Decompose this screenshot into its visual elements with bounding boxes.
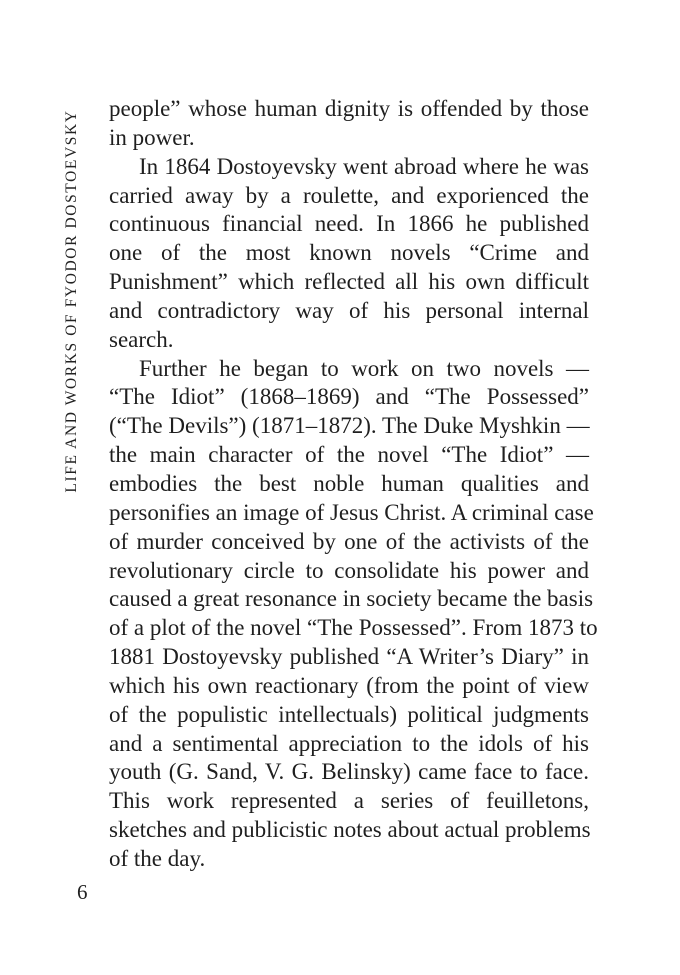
text-line: caused a great resonance in society became the basis xyxy=(109,586,594,612)
text-line: the main character of the novel “The Idiot” — xyxy=(109,442,589,468)
text-line: In 1864 Dostoyevsky went abroad where he was xyxy=(139,153,589,179)
text-line: of the day. xyxy=(109,845,206,871)
body-text xyxy=(109,95,598,874)
text-line: embodies the best noble human qualities and xyxy=(109,470,589,496)
text-line: youth (G. Sand, V. G. Belinsky) came face to face. xyxy=(109,759,589,785)
text-line: which his own reactionary (from the point of view xyxy=(109,672,589,698)
text-line: in power. xyxy=(109,124,195,150)
text-line: sketches and publicistic notes about actual problems xyxy=(109,817,591,843)
text-line: Further he began to work on two novels — xyxy=(139,355,589,381)
text-line: (“The Devils”) (1871–1872). The Duke Myshkin — xyxy=(109,413,590,439)
text-line: of the populistic intellectuals) political judgments xyxy=(109,701,589,727)
text-line: and contradictory way of his personal internal xyxy=(109,297,589,323)
text-line: of a plot of the novel “The Possessed”. From 1873 to xyxy=(109,615,598,641)
text-line: personifies an image of Jesus Christ. A criminal case xyxy=(109,499,594,525)
text-line: This work represented a series of feuilletons, xyxy=(109,788,589,814)
text-line: continuous financial need. In 1866 he published xyxy=(109,211,589,237)
running-head-text: LIFE AND WORKS OF FYODOR DOSTOEVSKY xyxy=(63,109,80,493)
text-line: 1881 Dostoyevsky published “A Writer’s Diary” in xyxy=(109,644,589,670)
text-line: Punishment” which reflected all his own difficult xyxy=(109,269,589,295)
text-line: carried away by a roulette, and exporienced the xyxy=(109,182,589,208)
text-line: search. xyxy=(109,326,174,352)
text-line: and a sentimental appreciation to the idols of his xyxy=(109,730,589,756)
text-line: revolutionary circle to consolidate his power and xyxy=(109,557,589,583)
page-number: 6 xyxy=(77,880,88,904)
text-line: “The Idiot” (1868–1869) and “The Possessed” xyxy=(109,384,589,410)
text-line: one of the most known novels “Crime and xyxy=(109,240,589,266)
text-line: people” whose human dignity is offended by those xyxy=(109,96,589,121)
text-line: of murder conceived by one of the activists of the xyxy=(109,528,589,554)
